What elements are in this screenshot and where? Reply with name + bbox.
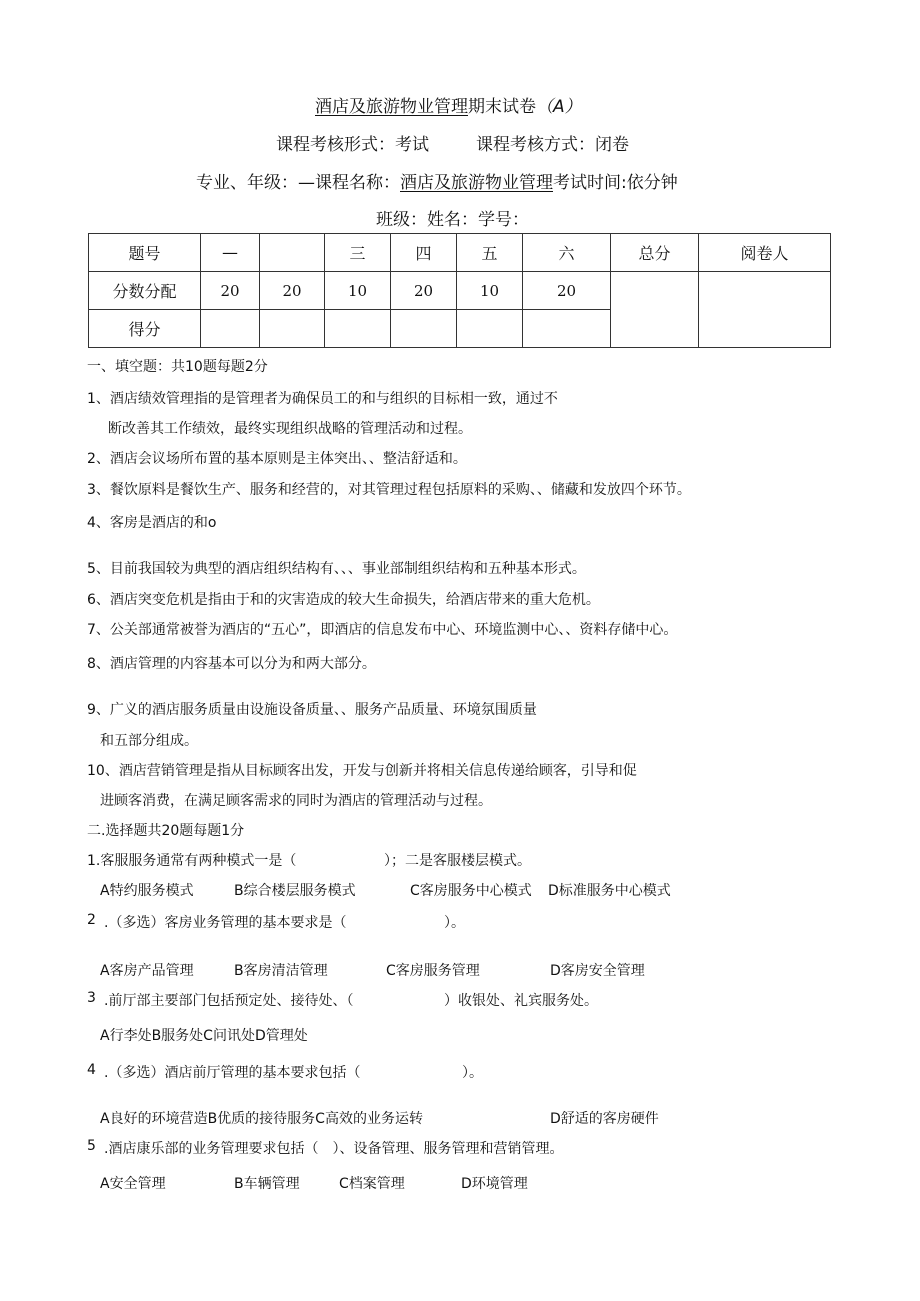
choice-question-3-stem-end: ）收银处、礼宾服务处。 xyxy=(444,993,598,1009)
major-label: 专业、年级：—课程名称： xyxy=(196,173,400,193)
exam-title xyxy=(315,92,582,117)
choice-question-5-stem: .酒店康乐部的业务管理要求包括（ ）、设备管理、服务管理和营销管理。 xyxy=(104,1141,564,1157)
choice-option: B车辆管理 xyxy=(234,1176,300,1192)
choice-question-1-stem: 1.客服服务通常有两种模式一是（ xyxy=(87,853,297,869)
choice-question-4-stem-end: ）。 xyxy=(462,1065,483,1081)
choice-option: A客房产品管理 xyxy=(100,963,194,979)
table-header-cell: 总分 xyxy=(611,234,699,272)
section2-heading: 二.选择题共20题每题1分 xyxy=(87,823,245,839)
fill-question-5: 5、目前我国较为典型的酒店组织结构有、、、事业部制组织结构和五种基本形式。 xyxy=(87,561,586,577)
choice-option: C客房服务中心模式 xyxy=(410,883,532,899)
points-cell: 20 xyxy=(260,272,325,310)
choice-option: A特约服务模式 xyxy=(100,883,194,899)
table-row-points xyxy=(89,272,831,310)
table-header-cell: 六 xyxy=(523,234,611,272)
points-cell: 10 xyxy=(457,272,523,310)
section1-heading: 一、填空题：共10题每题2分 xyxy=(87,359,268,375)
exam-time: 考试时间:依分钟 xyxy=(553,173,678,193)
fill-question-2: 2、酒店会议场所布置的基本原则是主体突出、、整洁舒适和。 xyxy=(87,451,467,467)
table-header-cell xyxy=(260,234,325,272)
fill-question-9: 9、广义的酒店服务质量由设施设备质量、、服务产品质量、环境氛围质量 xyxy=(87,702,537,718)
student-info-line: 班级：姓名：学号： xyxy=(376,210,529,230)
table-header-cell: 五 xyxy=(457,234,523,272)
table-header-cell: 阅卷人 xyxy=(699,234,831,272)
table-header-cell: 四 xyxy=(391,234,457,272)
total-score-cell xyxy=(611,272,699,348)
table-header-cell: 题号 xyxy=(89,234,201,272)
fill-question-10-cont: 进顾客消费，在满足顾客需求的同时为酒店的管理活动与过程。 xyxy=(100,793,492,809)
choice-question-2-stem: .（多选）客房业务管理的基本要求是（ xyxy=(104,915,347,931)
score-cell xyxy=(391,310,457,348)
score-cell xyxy=(457,310,523,348)
points-cell: 20 xyxy=(523,272,611,310)
title-course: 酒店及旅游物业管理 xyxy=(315,97,468,117)
choice-option: C档案管理 xyxy=(339,1176,405,1192)
choice-question-4-num: 4 xyxy=(87,1062,96,1078)
choice-question-1-stem-end: ）；二是客服楼层模式。 xyxy=(384,853,531,869)
choice-option: D标准服务中心模式 xyxy=(548,883,671,899)
fill-question-1: 1、酒店绩效管理指的是管理者为确保员工的和与组织的目标相一致，通过不 xyxy=(87,391,558,407)
choice-question-3-stem: .前厅部主要部门包括预定处、接待处、（ xyxy=(104,993,354,1009)
fill-question-4: 4、客房是酒店的和o xyxy=(87,515,217,531)
fill-question-3: 3、餐饮原料是餐饮生产、服务和经营的，对其管理过程包括原料的采购、、储藏和发放四个环节。 xyxy=(87,482,691,498)
choice-question-2-num: 2 xyxy=(87,912,96,928)
choice-option: A安全管理 xyxy=(100,1176,166,1192)
fill-question-9-cont: 和五部分组成。 xyxy=(100,733,198,749)
choice-question-4-stem: .（多选）酒店前厅管理的基本要求包括（ xyxy=(104,1065,361,1081)
choice-option: D舒适的客房硬件 xyxy=(550,1111,659,1127)
choice-option: D环境管理 xyxy=(461,1176,528,1192)
fill-question-6: 6、酒店突变危机是指由于和的灾害造成的较大生命损失，给酒店带来的重大危机。 xyxy=(87,592,600,608)
course-name: 酒店及旅游物业管理 xyxy=(400,173,553,193)
score-label: 得分 xyxy=(89,310,201,348)
fill-question-7: 7、公关部通常被誉为酒店的“五心”，即酒店的信息发布中心、环境监测中心、、资料存储中心。 xyxy=(87,622,678,638)
score-cell xyxy=(201,310,260,348)
choice-option: B综合楼层服务模式 xyxy=(234,883,356,899)
choice-question-2-stem-end: ）。 xyxy=(444,915,465,931)
choice-question-5-num: 5 xyxy=(87,1138,96,1154)
points-cell: 10 xyxy=(325,272,391,310)
exam-method: 课程考核方式：闭卷 xyxy=(476,135,629,155)
choice-options-line: A良好的环境营造B优质的接待服务C高效的业务运转 xyxy=(100,1111,423,1127)
fill-question-8: 8、酒店管理的内容基本可以分为和两大部分。 xyxy=(87,656,376,672)
table-header-cell: 三 xyxy=(325,234,391,272)
score-cell xyxy=(260,310,325,348)
choice-option: B客房清洁管理 xyxy=(234,963,328,979)
table-header-row xyxy=(89,234,831,272)
score-table xyxy=(88,233,831,348)
choice-option: D客房安全管理 xyxy=(550,963,645,979)
table-header-cell: — xyxy=(201,234,260,272)
fill-question-1-cont: 断改善其工作绩效，最终实现组织战略的管理活动和过程。 xyxy=(108,421,472,437)
score-cell xyxy=(523,310,611,348)
score-cell xyxy=(325,310,391,348)
points-cell: 20 xyxy=(201,272,260,310)
points-label: 分数分配 xyxy=(89,272,201,310)
points-cell: 20 xyxy=(391,272,457,310)
choice-question-3-num: 3 xyxy=(87,990,96,1006)
fill-question-10: 10、酒店营销管理是指从目标顾客出发，开发与创新并将相关信息传递给顾客，引导和促 xyxy=(87,763,637,779)
choice-options-line: A行李处B服务处C问讯处D管理处 xyxy=(100,1028,308,1044)
exam-form: 课程考核形式：考试 xyxy=(276,135,429,155)
grader-cell xyxy=(699,272,831,348)
title-paper: （A） xyxy=(536,97,582,117)
choice-option: C客房服务管理 xyxy=(386,963,480,979)
exam-info-line xyxy=(196,168,678,193)
title-rest: 期末试卷 xyxy=(468,97,536,117)
